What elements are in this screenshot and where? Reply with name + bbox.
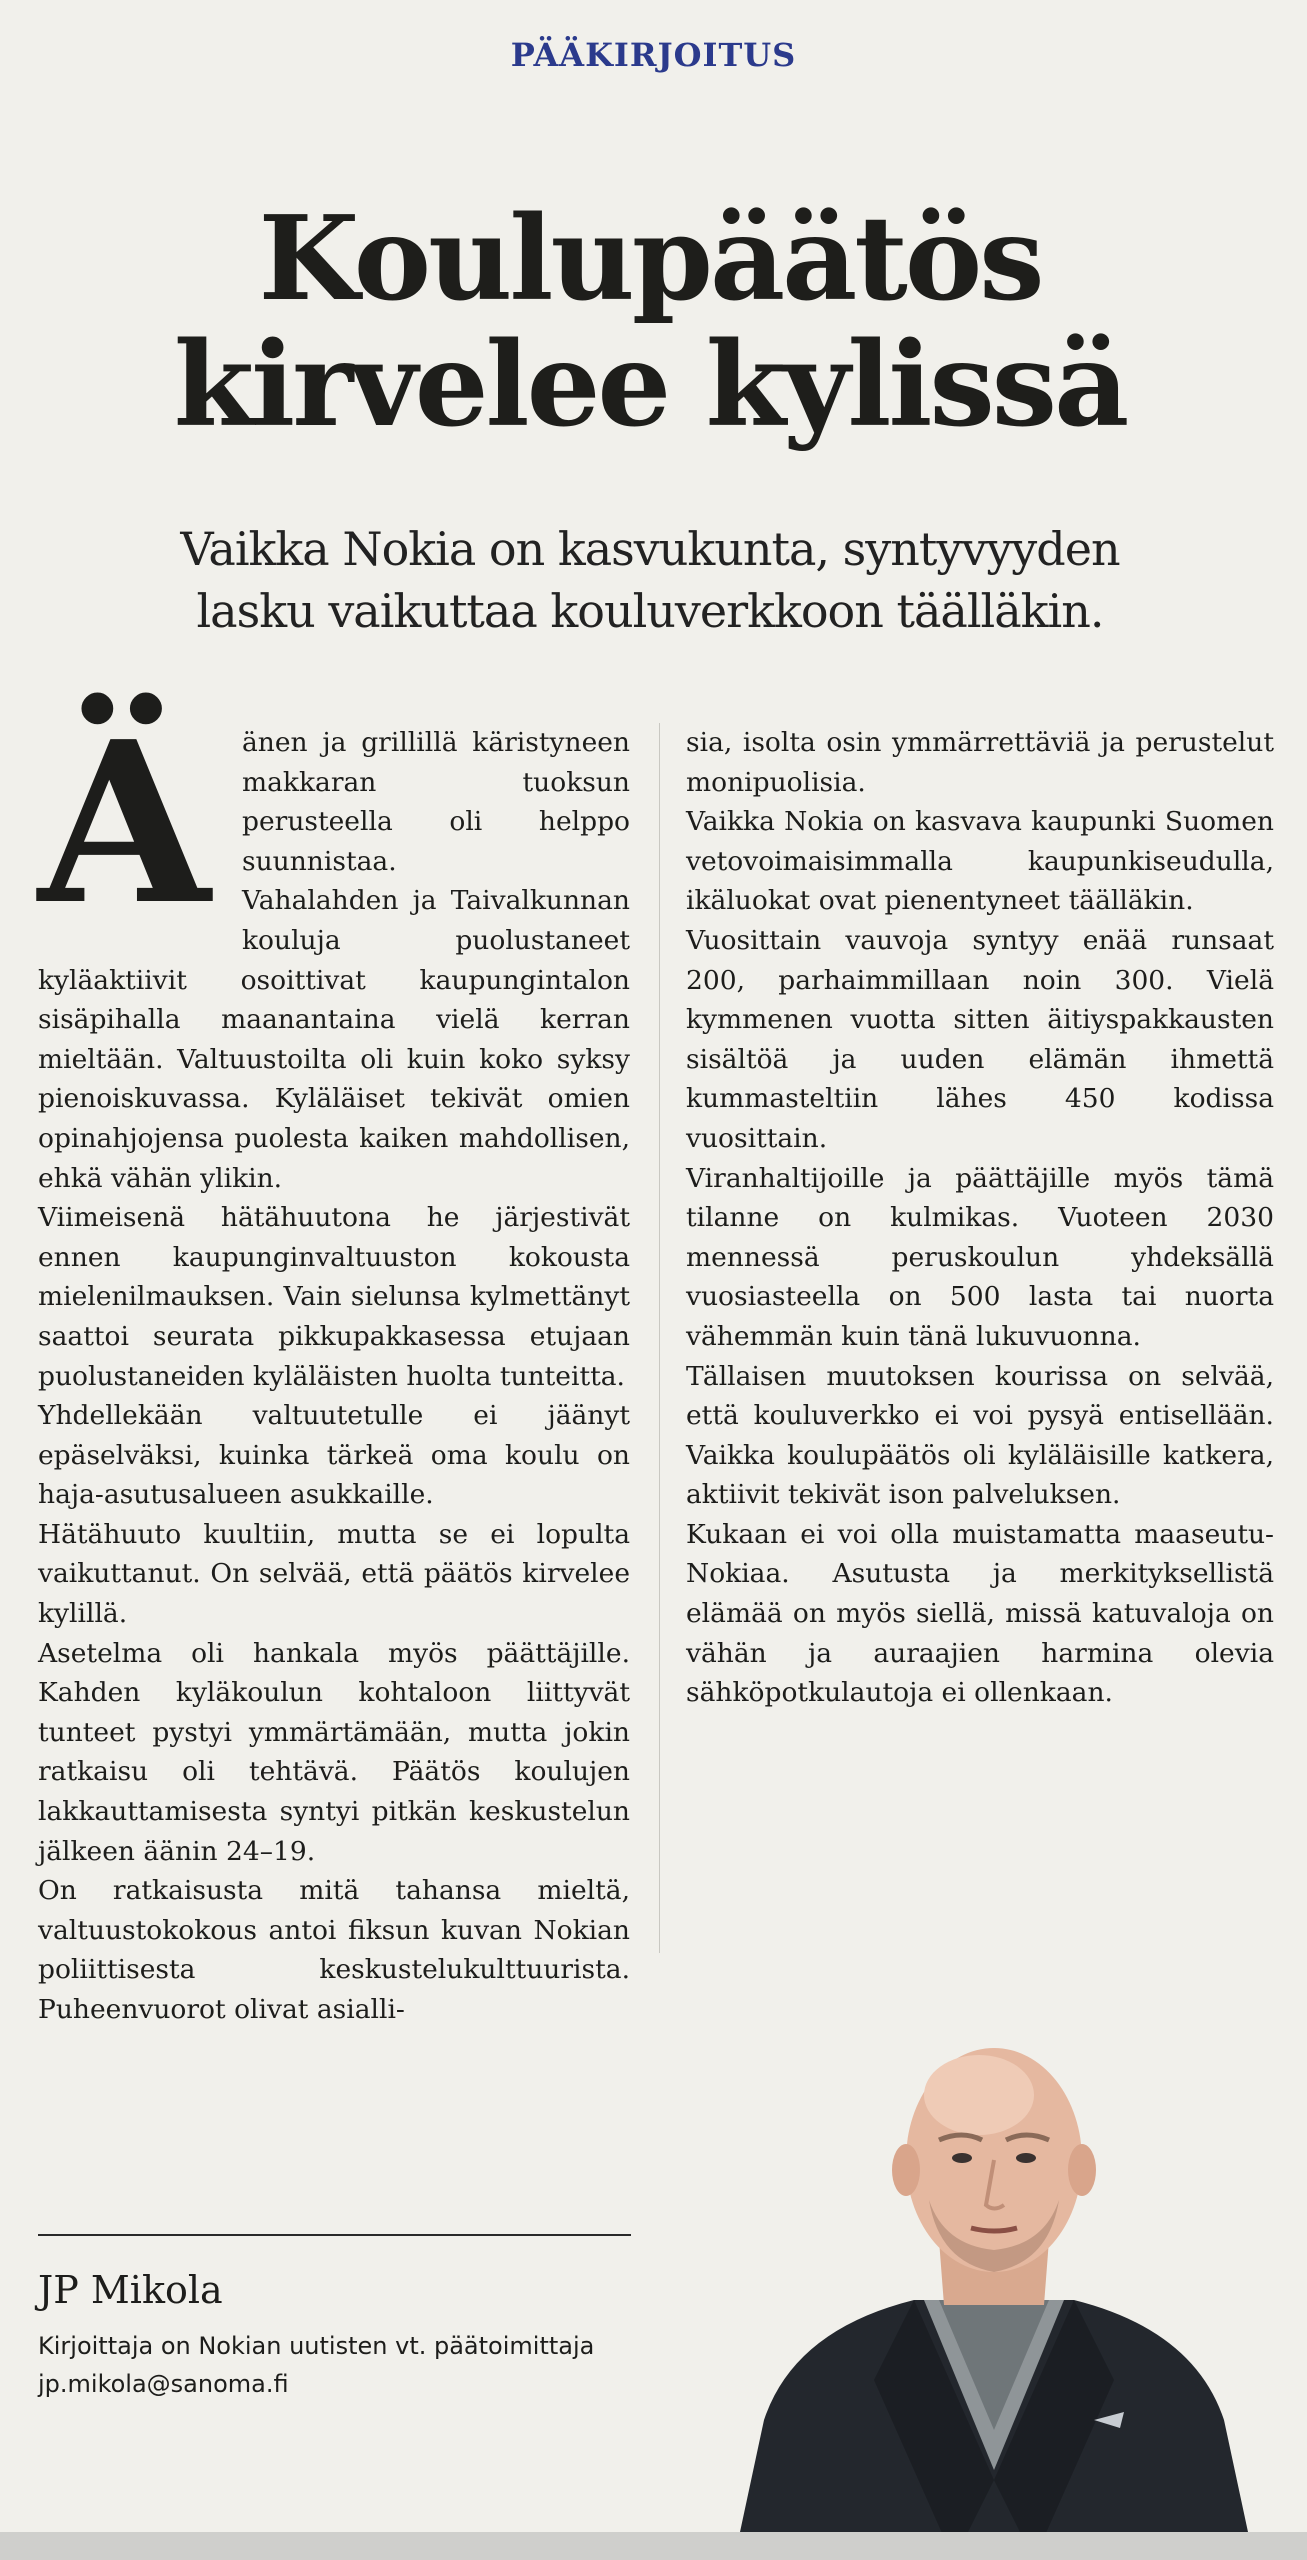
paragraph: Kukaan ei voi olla muistamatta maaseutu-Nokiaa. Asutusta ja merkityksellistä elämää on myös siellä, missä katuvaloja on vähän ja auraajien harmina olevia sähköpotkulautoja ei ollenkaan.: [686, 1518, 1274, 1709]
paragraph: Viimeisenä hätähuutona he järjestivät ennen kaupunginvaltuuston kokousta mielenilmauksen. Vain sielunsa kylmettänyt saattoi seurata pikkupakkasessa etujaan puolustaneiden kyläläisten huolta tunteitta.: [38, 1202, 630, 1392]
drop-cap: Ä: [38, 694, 211, 954]
paragraph: änen ja grillillä käristyneen makkaran tuoksun perusteella oli helppo suunnistaa.: [242, 727, 630, 877]
body-column-2: [686, 723, 1274, 1713]
paragraph: On ratkaisusta mitä tahansa mieltä, valtuustokokous antoi fiksun kuvan Nokian poliittisesta keskustelukulttuurista. Puheenvuorot olivat asialli-: [38, 1875, 630, 2025]
body-column-1: [38, 694, 630, 2030]
paragraph: Yhdellekään valtuutetulle ei jäänyt epäselväksi, kuinka tärkeä oma koulu on haja-asutusalueen asukkaille.: [38, 1400, 630, 1511]
paragraph: Vaikka Nokia on kasvava kaupunki Suomen vetovoimaisimmalla kaupunkiseudulla, ikäluokat ovat pienentyneet täälläkin.: [686, 806, 1274, 917]
author-email: jp.mikola@sanoma.fi: [38, 2370, 289, 2398]
standfirst-line-2: lasku vaikuttaa kouluverkkoon täälläkin.: [196, 584, 1104, 638]
paragraph: Vahalahden ja Taivalkunnan kouluja puolustaneet kyläaktiivit osoittivat kaupungintalon sisäpihalla maanantaina vielä kerran mieltään. Valtuustoilta oli kuin koko syksy pienoiskuvassa. Kyläläiset tekivät omien opinahjojensa puolesta kaiken mahdollisen, ehkä vähän ylikin.: [38, 885, 630, 1194]
headline-line-1: Koulupäätös: [258, 191, 1042, 327]
standfirst: [40, 518, 1260, 642]
paragraph: Tällaisen muutoksen kourissa on selvää, että kouluverkko ei voi pysyä entisellään. Vaikka koulupäätös oli kyläläisille katkera, aktiivit tekivät ison palveluksen.: [686, 1360, 1274, 1511]
paragraph: Asetelma oli hankala myös päättäjille. Kahden kyläkoulun kohtaloon liittyvät tunteet pystyi ymmärtämään, mutta jokin ratkaisu oli tehtävä. Päätös koulujen lakkauttamisesta syntyi pitkän keskustelun jälkeen äänin 24–19.: [38, 1637, 630, 1867]
paragraph: Vuosittain vauvoja syntyy enää runsaat 200, parhaimmillaan noin 300. Vielä kymmenen vuotta sitten äitiyspakkausten sisältöä ja uuden elämän ihmettä kummasteltiin lähes 450 kodissa vuosittain.: [686, 924, 1274, 1154]
paragraph: Hätähuuto kuultiin, mutta se ei lopulta vaikuttanut. On selvää, että päätös kirvelee kylillä.: [38, 1518, 630, 1630]
paragraph: sia, isolta osin ymmärrettäviä ja perustelut monipuolisia.: [686, 727, 1274, 798]
author-role: Kirjoittaja on Nokian uutisten vt. päätoimittaja: [38, 2332, 595, 2360]
headline: [60, 191, 1240, 453]
standfirst-line-1: Vaikka Nokia on kasvukunta, syntyvyyden: [180, 522, 1120, 576]
paragraph: Viranhaltijoille ja päättäjille myös tämä tilanne on kulmikas. Vuoteen 2030 mennessä peruskoulun yhdeksällä vuosiasteella on 500 lasta tai nuorta vähemmän kuin tänä lukuvuonna.: [686, 1162, 1274, 1352]
section-label: PÄÄKIRJOITUS: [510, 36, 797, 74]
column-divider: [659, 723, 660, 1953]
author-name: JP Mikola: [38, 2268, 223, 2312]
headline-line-2: kirvelee kylissä: [173, 317, 1127, 453]
author-photo: [724, 2000, 1264, 2560]
byline-rule: [38, 2234, 631, 2236]
page-bottom-edge: [0, 2532, 1307, 2560]
